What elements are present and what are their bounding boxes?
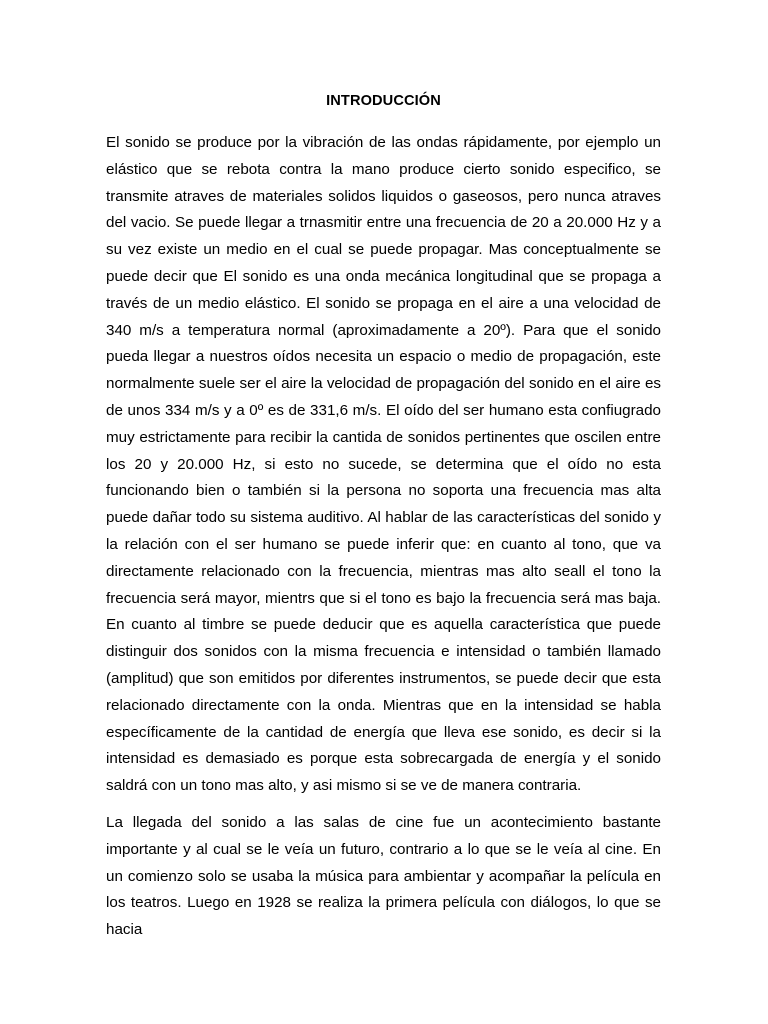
paragraph-sound-characteristics: El sonido se produce por la vibración de las ondas rápidamente, por ejemplo un elástico que se rebota contra la mano produce cierto sonido especifico, se transmite atraves de materiales solidos liquidos o gaseosos, pero nunca atraves del vacio. Se puede llegar a trnasmitir entre una frecuencia de 20 a 20.000 Hz y a su vez existe un medio en el cual se puede propagar. Mas conceptualmente se puede decir que El sonido es una onda mecánica longitudinal que se propaga a través de un medio elástico. El sonido se propaga en el aire a una velocidad de 340 m/s a temperatura normal (aproximadamente a 20º). Para que el sonido pueda llegar a nuestros oídos necesita un espacio o medio de propagación, este normalmente suele ser el aire la velocidad de propagación del sonido en el aire es de unos 334 m/s y a 0º es de 331,6 m/s. El oído del ser humano esta confiugrado muy estrictamente para recibir la cantida de sonidos pertinentes que oscilen entre los 20 y 20.000 Hz, si esto no sucede, se determina que el oído no esta funcionando bien o también si la persona no soporta una frecuencia mas alta puede dañar todo su sistema auditivo. Al hablar de las características del sonido y la relación con el ser humano se puede inferir que: en cuanto al tono, que va directamente relacionado con la frecuencia, mientras mas alto seall el tono la frecuencia será mayor, mientrs que si el tono es bajo la frecuencia será mas baja. En cuanto al timbre se puede deducir que es aquella característica que puede distinguir dos sonidos con la misma frecuencia e intensidad o también llamado (amplitud) que son emitidos por diferentes instrumentos, se puede decir que esta relacionado directamente con la onda. Mientras que en la intensidad se habla específicamente de la cantidad de energía que lleva ese sonido, es decir si la intensidad es demasiado es porque esta sobrecargada de energía y el sonido saldrá con un tono mas alto, y asi mismo si se ve de manera contraria.	[106, 134, 661, 795]
document-body	[106, 90, 661, 954]
paragraph-sound-in-cinema: La llegada del sonido a las salas de cine fue un acontecimiento bastante importante y al cual se le veía un futuro, contrario a lo que se le veía al cine. En un comienzo solo se usaba la música para ambientar y acompañar la película en los teatros. Luego en 1928 se realiza la primera película con diálogos, lo que se hacia	[106, 813, 661, 939]
document-title: INTRODUCCIÓN	[326, 93, 441, 109]
